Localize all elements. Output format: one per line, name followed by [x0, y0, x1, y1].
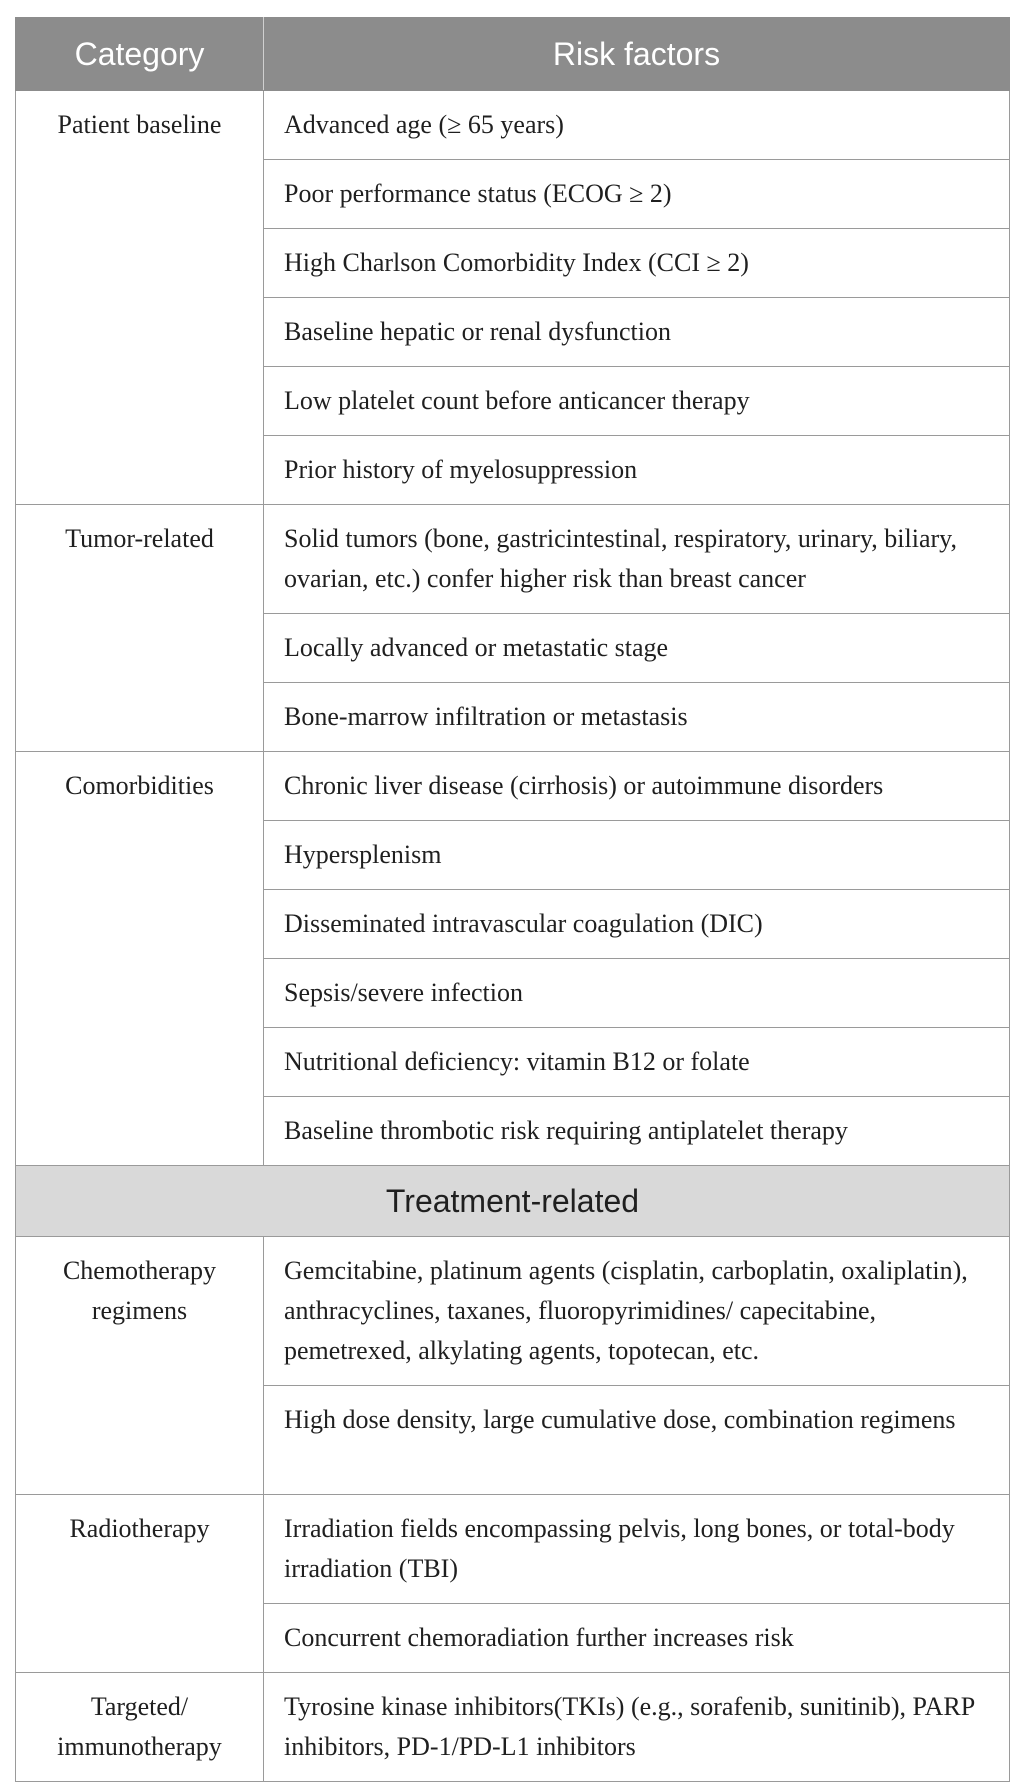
category-patient-baseline — [16, 91, 264, 505]
category-radiotherapy — [16, 1495, 264, 1673]
risk-factor-cell: Poor performance status (ECOG ≥ 2) — [264, 160, 1010, 229]
category-label: Radiotherapy — [69, 1514, 210, 1543]
table-row — [16, 752, 1010, 821]
risk-factor-cell: Baseline thrombotic risk requiring antiplatelet therapy — [264, 1097, 1010, 1166]
risk-factor-cell: Gemcitabine, platinum agents (cisplatin, carboplatin, oxaliplatin), anthracyclines, taxanes, fluoropyrimidines/ capecitabine, pemetrexed, alkylating agents, topotecan, etc. — [264, 1237, 1010, 1386]
risk-factor-cell: Chronic liver disease (cirrhosis) or autoimmune disorders — [264, 752, 1010, 821]
header-row — [16, 18, 1010, 91]
risk-factor-cell: Disseminated intravascular coagulation (DIC) — [264, 890, 1010, 959]
table-row — [16, 91, 1010, 160]
category-targeted-immunotherapy — [16, 1673, 264, 1782]
risk-factor-table — [15, 17, 1010, 1782]
risk-factor-cell: Locally advanced or metastatic stage — [264, 614, 1010, 683]
risk-factor-cell: Tyrosine kinase inhibitors(TKIs) (e.g., sorafenib, sunitinib), PARP inhibitors, PD-1/PD-L1 inhibitors — [264, 1673, 1010, 1782]
table-row — [16, 1237, 1010, 1386]
risk-factor-cell: High Charlson Comorbidity Index (CCI ≥ 2) — [264, 229, 1010, 298]
table-row — [16, 505, 1010, 614]
risk-factor-cell: High dose density, large cumulative dose, combination regimens — [264, 1386, 1010, 1495]
category-label: Tumor-related — [65, 524, 214, 553]
risk-factor-cell: Irradiation fields encompassing pelvis, long bones, or total-body irradiation (TBI) — [264, 1495, 1010, 1604]
risk-factor-cell: Nutritional deficiency: vitamin B12 or folate — [264, 1028, 1010, 1097]
risk-factor-cell: Low platelet count before anticancer therapy — [264, 367, 1010, 436]
section-row-treatment-related — [16, 1166, 1010, 1237]
header-category: Category — [16, 18, 264, 91]
category-label-line2: regimens — [91, 1296, 188, 1325]
category-label-line2: immunotherapy — [57, 1732, 222, 1761]
risk-factor-cell: Concurrent chemoradiation further increases risk — [264, 1604, 1010, 1673]
category-label: Comorbidities — [65, 771, 214, 800]
table-row — [16, 1673, 1010, 1782]
table-body — [16, 91, 1010, 1782]
risk-factor-cell: Sepsis/severe infection — [264, 959, 1010, 1028]
category-chemotherapy-regimens — [16, 1237, 264, 1495]
risk-factor-cell: Prior history of myelosuppression — [264, 436, 1010, 505]
category-label-line1: Chemotherapy — [62, 1256, 217, 1285]
risk-factor-cell: Hypersplenism — [264, 821, 1010, 890]
header-risk-factors: Risk factors — [264, 18, 1010, 91]
risk-factor-cell: Baseline hepatic or renal dysfunction — [264, 298, 1010, 367]
category-comorbidities — [16, 752, 264, 1166]
risk-factor-table-container — [15, 17, 1009, 1782]
category-tumor-related — [16, 505, 264, 752]
risk-factor-cell: Solid tumors (bone, gastricintestinal, respiratory, urinary, biliary, ovarian, etc.) confer higher risk than breast cancer — [264, 505, 1010, 614]
table-row — [16, 1495, 1010, 1604]
category-label: Patient baseline — [57, 110, 222, 139]
risk-factor-cell: Advanced age (≥ 65 years) — [264, 91, 1010, 160]
category-label-line1: Targeted/ — [90, 1692, 189, 1721]
table-header — [16, 18, 1010, 91]
risk-factor-cell: Bone-marrow infiltration or metastasis — [264, 683, 1010, 752]
section-heading: Treatment-related — [16, 1166, 1010, 1237]
